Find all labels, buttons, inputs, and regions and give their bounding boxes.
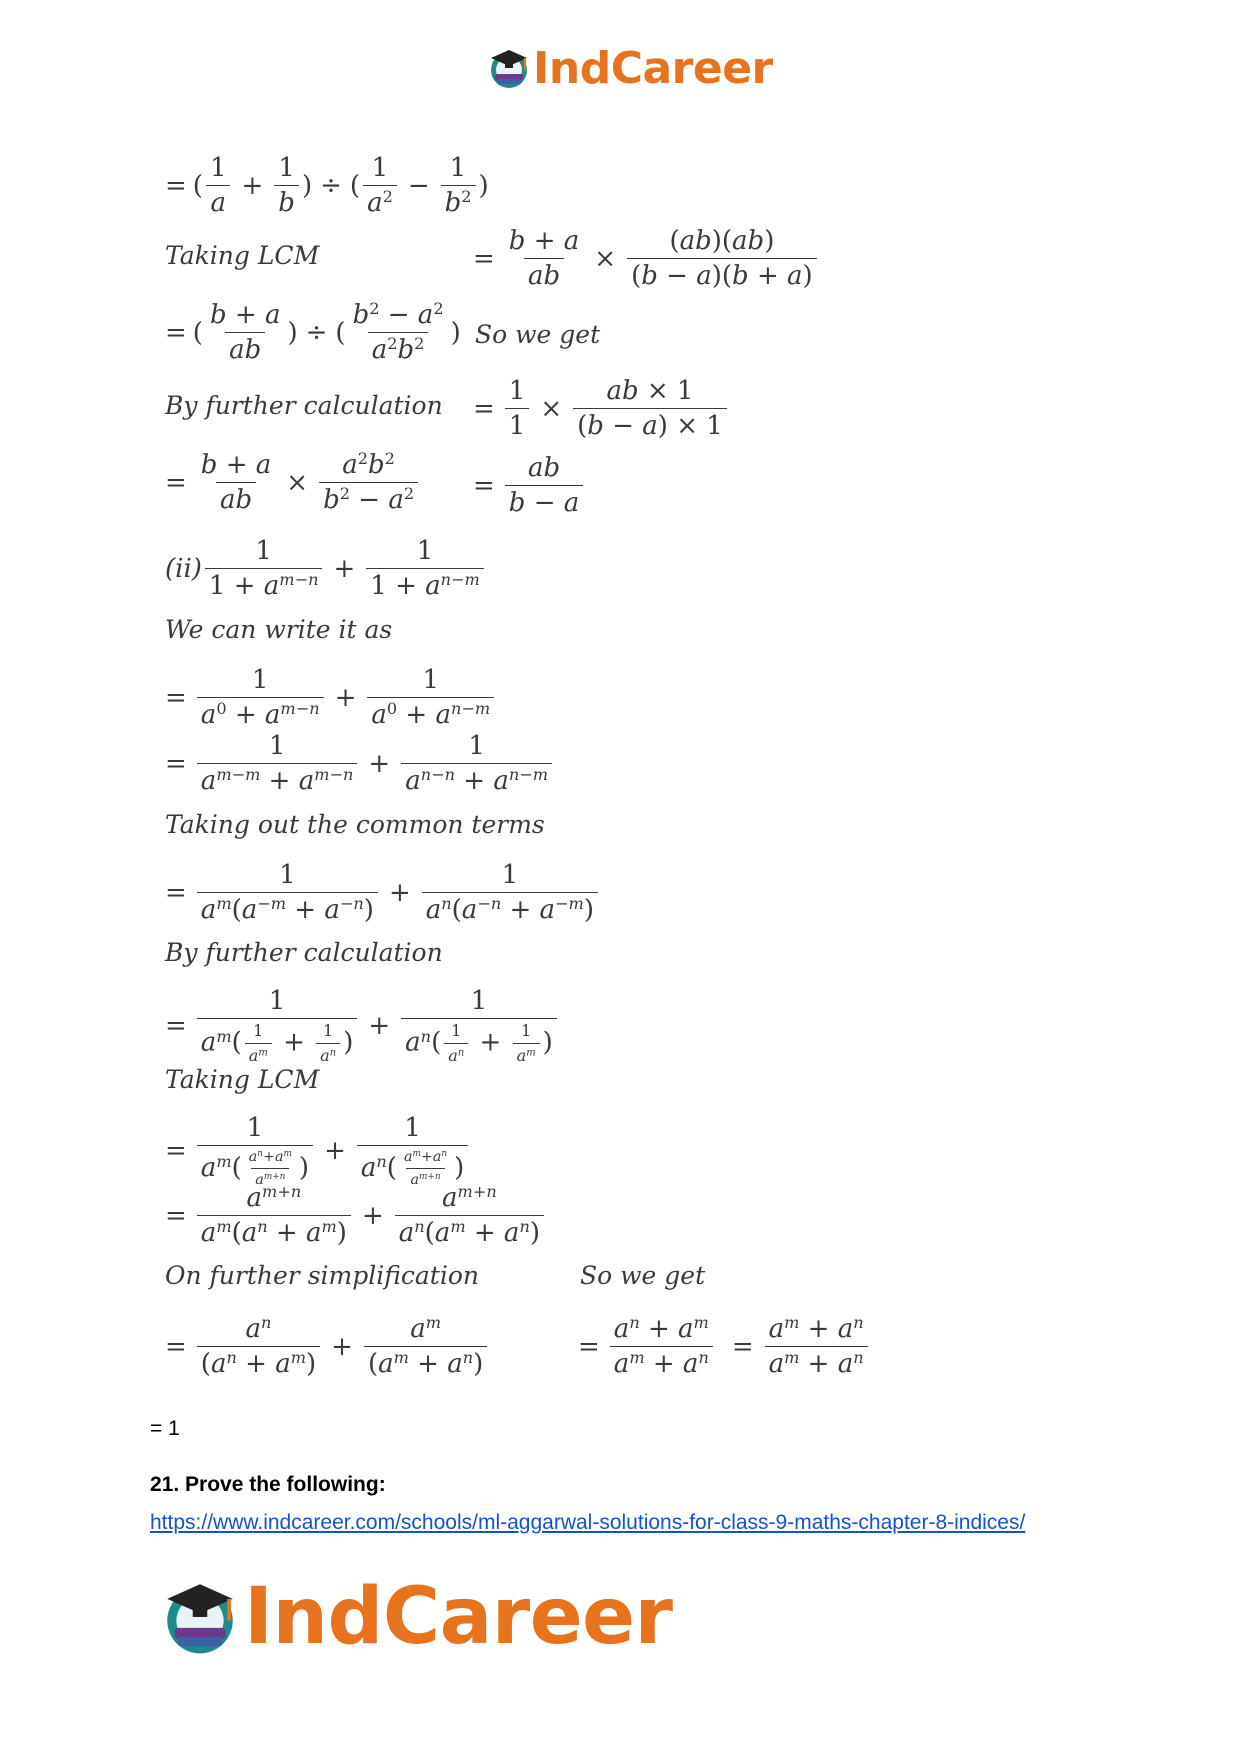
label-so-we-get-1: So we get xyxy=(475,320,601,349)
label-by-further-calculation-2: By further calculation xyxy=(165,938,443,967)
equation-final: = $\frac{a^n + a^m}{a^m + a^n}$ = $\frac{a^m + a^n}{a^m + a^n}$ xyxy=(578,1316,871,1377)
footer-logo xyxy=(160,1572,673,1662)
equation-right-1: = $\frac{b + a}{ab}$ × $\frac{(ab)(ab)}{(b - a)(b + a)}$ xyxy=(473,228,820,289)
question-heading: 21. Prove the following: xyxy=(150,1473,386,1496)
graduation-cap-logo-icon xyxy=(487,46,531,90)
label-taking-out-common: Taking out the common terms xyxy=(165,810,545,839)
label-by-further-calculation-1: By further calculation xyxy=(165,391,443,420)
equation-part-ii: (ii) $\frac{1}{1 + a^{m-n}}$ + $\frac{1}{1 + a^{n-m}}$ xyxy=(165,538,487,599)
equation-step-4: = $\frac{1}{a^0 + a^{m-n}}$ + $\frac{1}{a^0 + a^{n-m}}$ xyxy=(165,667,497,728)
equation-step-3: = $\frac{b + a}{ab}$ × $\frac{a^2b^2}{b^2 - a^2}$ xyxy=(165,452,421,513)
equation-step-5: = $\frac{1}{a^{m-m} + a^{m-n}}$ + $\frac{1}{a^{n-n} + a^{n-m}}$ xyxy=(165,733,555,794)
equation-step-6: = $\frac{1}{a^m(a^{-m} + a^{-n})}$ + $\frac{1}{a^n(a^{-n} + a^{-m})}$ xyxy=(165,862,601,923)
equation-step-10: = $\frac{a^n}{(a^n + a^m)}$ + $\frac{a^m}{(a^m + a^n)}$ xyxy=(165,1316,490,1377)
header-logo xyxy=(487,42,773,94)
equation-right-2: = $\frac{1}{1}$ × $\frac{ab \times 1}{(b - a) \times 1}$ xyxy=(473,378,730,439)
equation-step-9: = $\frac{a^{m+n}}{a^m(a^n + a^m)}$ + $\frac{a^{m+n}}{a^n(a^m + a^n)}$ xyxy=(165,1185,547,1246)
footer-brand-text: IndCareer xyxy=(244,1572,673,1662)
equation-step-1: = ( $\frac{1}{a}$ + $\frac{1}{b}$ ) ÷ ( $\frac{1}{a^2}$ − $\frac{1}{b^2}$ ) xyxy=(165,153,489,218)
equation-step-8: = 1 $a^m$( $\frac{a^n+a^m}{a^{m+n}}$ ) + 1 $a^n$( $\frac{a^m+a^n}{a^{m+n}}$ ) xyxy=(165,1115,471,1188)
header-brand-text: IndCareer xyxy=(533,42,773,94)
graduation-cap-logo-icon xyxy=(160,1577,240,1657)
label-on-further-simplification: On further simplification xyxy=(165,1261,479,1290)
label-taking-lcm-1: Taking LCM xyxy=(165,241,320,270)
label-we-can-write: We can write it as xyxy=(165,615,393,644)
equation-right-3: = $\frac{ab}{b - a}$ xyxy=(473,455,586,516)
result-text: = 1 xyxy=(150,1417,180,1440)
label-taking-lcm-2: Taking LCM xyxy=(165,1065,320,1094)
equation-step-7: = 1 $a^m$( $\frac{1}{a^m}$ + $\frac{1}{a^n}$ ) + 1 $a^n$( $\frac{1}{a^n}$ + $\frac{1}{a^m}$ ) xyxy=(165,988,560,1064)
label-so-we-get-2: So we get xyxy=(580,1261,706,1290)
source-link[interactable]: https://www.indcareer.com/schools/ml-aggarwal-solutions-for-class-9-maths-chapter-8-indices/ xyxy=(150,1511,1026,1534)
equation-step-2: = ( $\frac{b + a}{ab}$ ) ÷ ( $\frac{b^2 - a^2}{a^2b^2}$ ) xyxy=(165,299,461,365)
